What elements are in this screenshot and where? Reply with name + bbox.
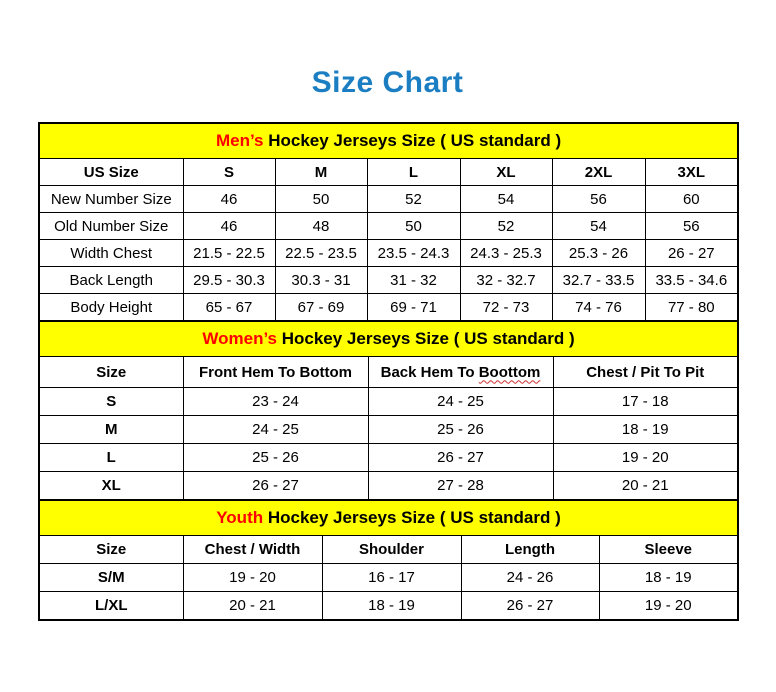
cell-value: 26 - 27: [368, 444, 553, 472]
cell-value: 24 - 25: [368, 388, 553, 416]
cell-value: 46: [183, 186, 275, 213]
youth-heading-highlight: Youth: [216, 508, 264, 527]
table-row: [39, 213, 738, 240]
mens-col-header: M: [275, 159, 367, 186]
row-label: L: [39, 444, 183, 472]
cell-value: 46: [183, 213, 275, 240]
cell-value: 32 - 32.7: [460, 267, 552, 294]
youth-col-header: Size: [39, 536, 183, 564]
youth-section-heading: [39, 500, 738, 536]
table-row: [39, 592, 738, 621]
youth-header-row: [39, 536, 738, 564]
cell-value: 60: [645, 186, 738, 213]
cell-value: 18 - 19: [599, 564, 738, 592]
cell-value: 54: [460, 186, 552, 213]
cell-value: 69 - 71: [367, 294, 460, 322]
cell-value: 17 - 18: [553, 388, 738, 416]
cell-value: 18 - 19: [322, 592, 461, 621]
mens-heading-rest: Hockey Jerseys Size ( US standard ): [263, 131, 562, 150]
cell-value: 30.3 - 31: [275, 267, 367, 294]
cell-value: 19 - 20: [553, 444, 738, 472]
cell-value: 31 - 32: [367, 267, 460, 294]
table-row: [39, 472, 738, 501]
cell-value: 23 - 24: [183, 388, 368, 416]
cell-value: 22.5 - 23.5: [275, 240, 367, 267]
youth-col-header: Length: [461, 536, 599, 564]
mens-col-header: L: [367, 159, 460, 186]
cell-value: 24 - 25: [183, 416, 368, 444]
womens-header-row: [39, 357, 738, 388]
table-row: [39, 267, 738, 294]
misspelled-word-squiggle: Boottom: [478, 363, 541, 381]
mens-heading-highlight: Men’s: [215, 131, 264, 150]
table-row: [39, 416, 738, 444]
mens-col-header: S: [183, 159, 275, 186]
youth-col-header: Chest / Width: [183, 536, 322, 564]
row-label: Back Length: [39, 267, 183, 294]
youth-heading-rest: Hockey Jerseys Size ( US standard ): [263, 508, 561, 527]
row-label: L/XL: [39, 592, 183, 621]
cell-value: 26 - 27: [183, 472, 368, 501]
cell-value: 56: [552, 186, 645, 213]
row-label: S/M: [39, 564, 183, 592]
table-row: [39, 186, 738, 213]
youth-section-heading-text: [39, 500, 738, 536]
cell-value: 25 - 26: [368, 416, 553, 444]
cell-value: 52: [367, 186, 460, 213]
cell-value: 18 - 19: [553, 416, 738, 444]
size-chart-sheet: [38, 122, 737, 621]
cell-value: 23.5 - 24.3: [367, 240, 460, 267]
mens-col-header: 3XL: [645, 159, 738, 186]
cell-value: 19 - 20: [599, 592, 738, 621]
row-label: XL: [39, 472, 183, 501]
row-label: M: [39, 416, 183, 444]
mens-section-heading: [39, 123, 738, 159]
table-row: [39, 388, 738, 416]
womens-size-table: [38, 320, 739, 501]
cell-value: 56: [645, 213, 738, 240]
cell-value: 52: [460, 213, 552, 240]
cell-value: 32.7 - 33.5: [552, 267, 645, 294]
womens-section-heading-text: [39, 321, 738, 357]
mens-header-row: [39, 159, 738, 186]
youth-col-header: Sleeve: [599, 536, 738, 564]
womens-col-header: Chest / Pit To Pit: [553, 357, 738, 388]
mens-section-heading-text: [39, 123, 738, 159]
womens-col-header: [368, 357, 553, 388]
table-row: [39, 240, 738, 267]
mens-size-table: [38, 122, 739, 322]
page-title: Size Chart: [311, 66, 464, 99]
cell-value: 72 - 73: [460, 294, 552, 322]
cell-value: 20 - 21: [183, 592, 322, 621]
cell-value: 25.3 - 26: [552, 240, 645, 267]
row-label: Width Chest: [39, 240, 183, 267]
cell-value: 24.3 - 25.3: [460, 240, 552, 267]
table-row: [39, 564, 738, 592]
cell-value: 50: [275, 186, 367, 213]
cell-value: 27 - 28: [368, 472, 553, 501]
cell-value: 26 - 27: [645, 240, 738, 267]
womens-col-header-back-hem: Back Hem To: [380, 363, 475, 381]
womens-section-heading: [39, 321, 738, 357]
table-row: [39, 444, 738, 472]
cell-value: 33.5 - 34.6: [645, 267, 738, 294]
womens-heading-rest: Hockey Jerseys Size ( US standard ): [277, 329, 575, 348]
cell-value: 21.5 - 22.5: [183, 240, 275, 267]
youth-col-header: Shoulder: [322, 536, 461, 564]
cell-value: 74 - 76: [552, 294, 645, 322]
cell-value: 16 - 17: [322, 564, 461, 592]
cell-value: 50: [367, 213, 460, 240]
youth-size-table: [38, 499, 739, 621]
womens-heading-highlight: Women’s: [202, 329, 277, 348]
cell-value: 54: [552, 213, 645, 240]
cell-value: 26 - 27: [461, 592, 599, 621]
table-row: [39, 294, 738, 322]
mens-col-header: US Size: [39, 159, 183, 186]
row-label: New Number Size: [39, 186, 183, 213]
womens-col-header: Front Hem To Bottom: [183, 357, 368, 388]
row-label: S: [39, 388, 183, 416]
row-label: Body Height: [39, 294, 183, 322]
cell-value: 65 - 67: [183, 294, 275, 322]
mens-col-header: 2XL: [552, 159, 645, 186]
cell-value: 19 - 20: [183, 564, 322, 592]
mens-col-header: XL: [460, 159, 552, 186]
cell-value: 29.5 - 30.3: [183, 267, 275, 294]
cell-value: 25 - 26: [183, 444, 368, 472]
womens-col-header: Size: [39, 357, 183, 388]
cell-value: 67 - 69: [275, 294, 367, 322]
cell-value: 24 - 26: [461, 564, 599, 592]
cell-value: 48: [275, 213, 367, 240]
row-label: Old Number Size: [39, 213, 183, 240]
cell-value: 20 - 21: [553, 472, 738, 501]
cell-value: 77 - 80: [645, 294, 738, 322]
